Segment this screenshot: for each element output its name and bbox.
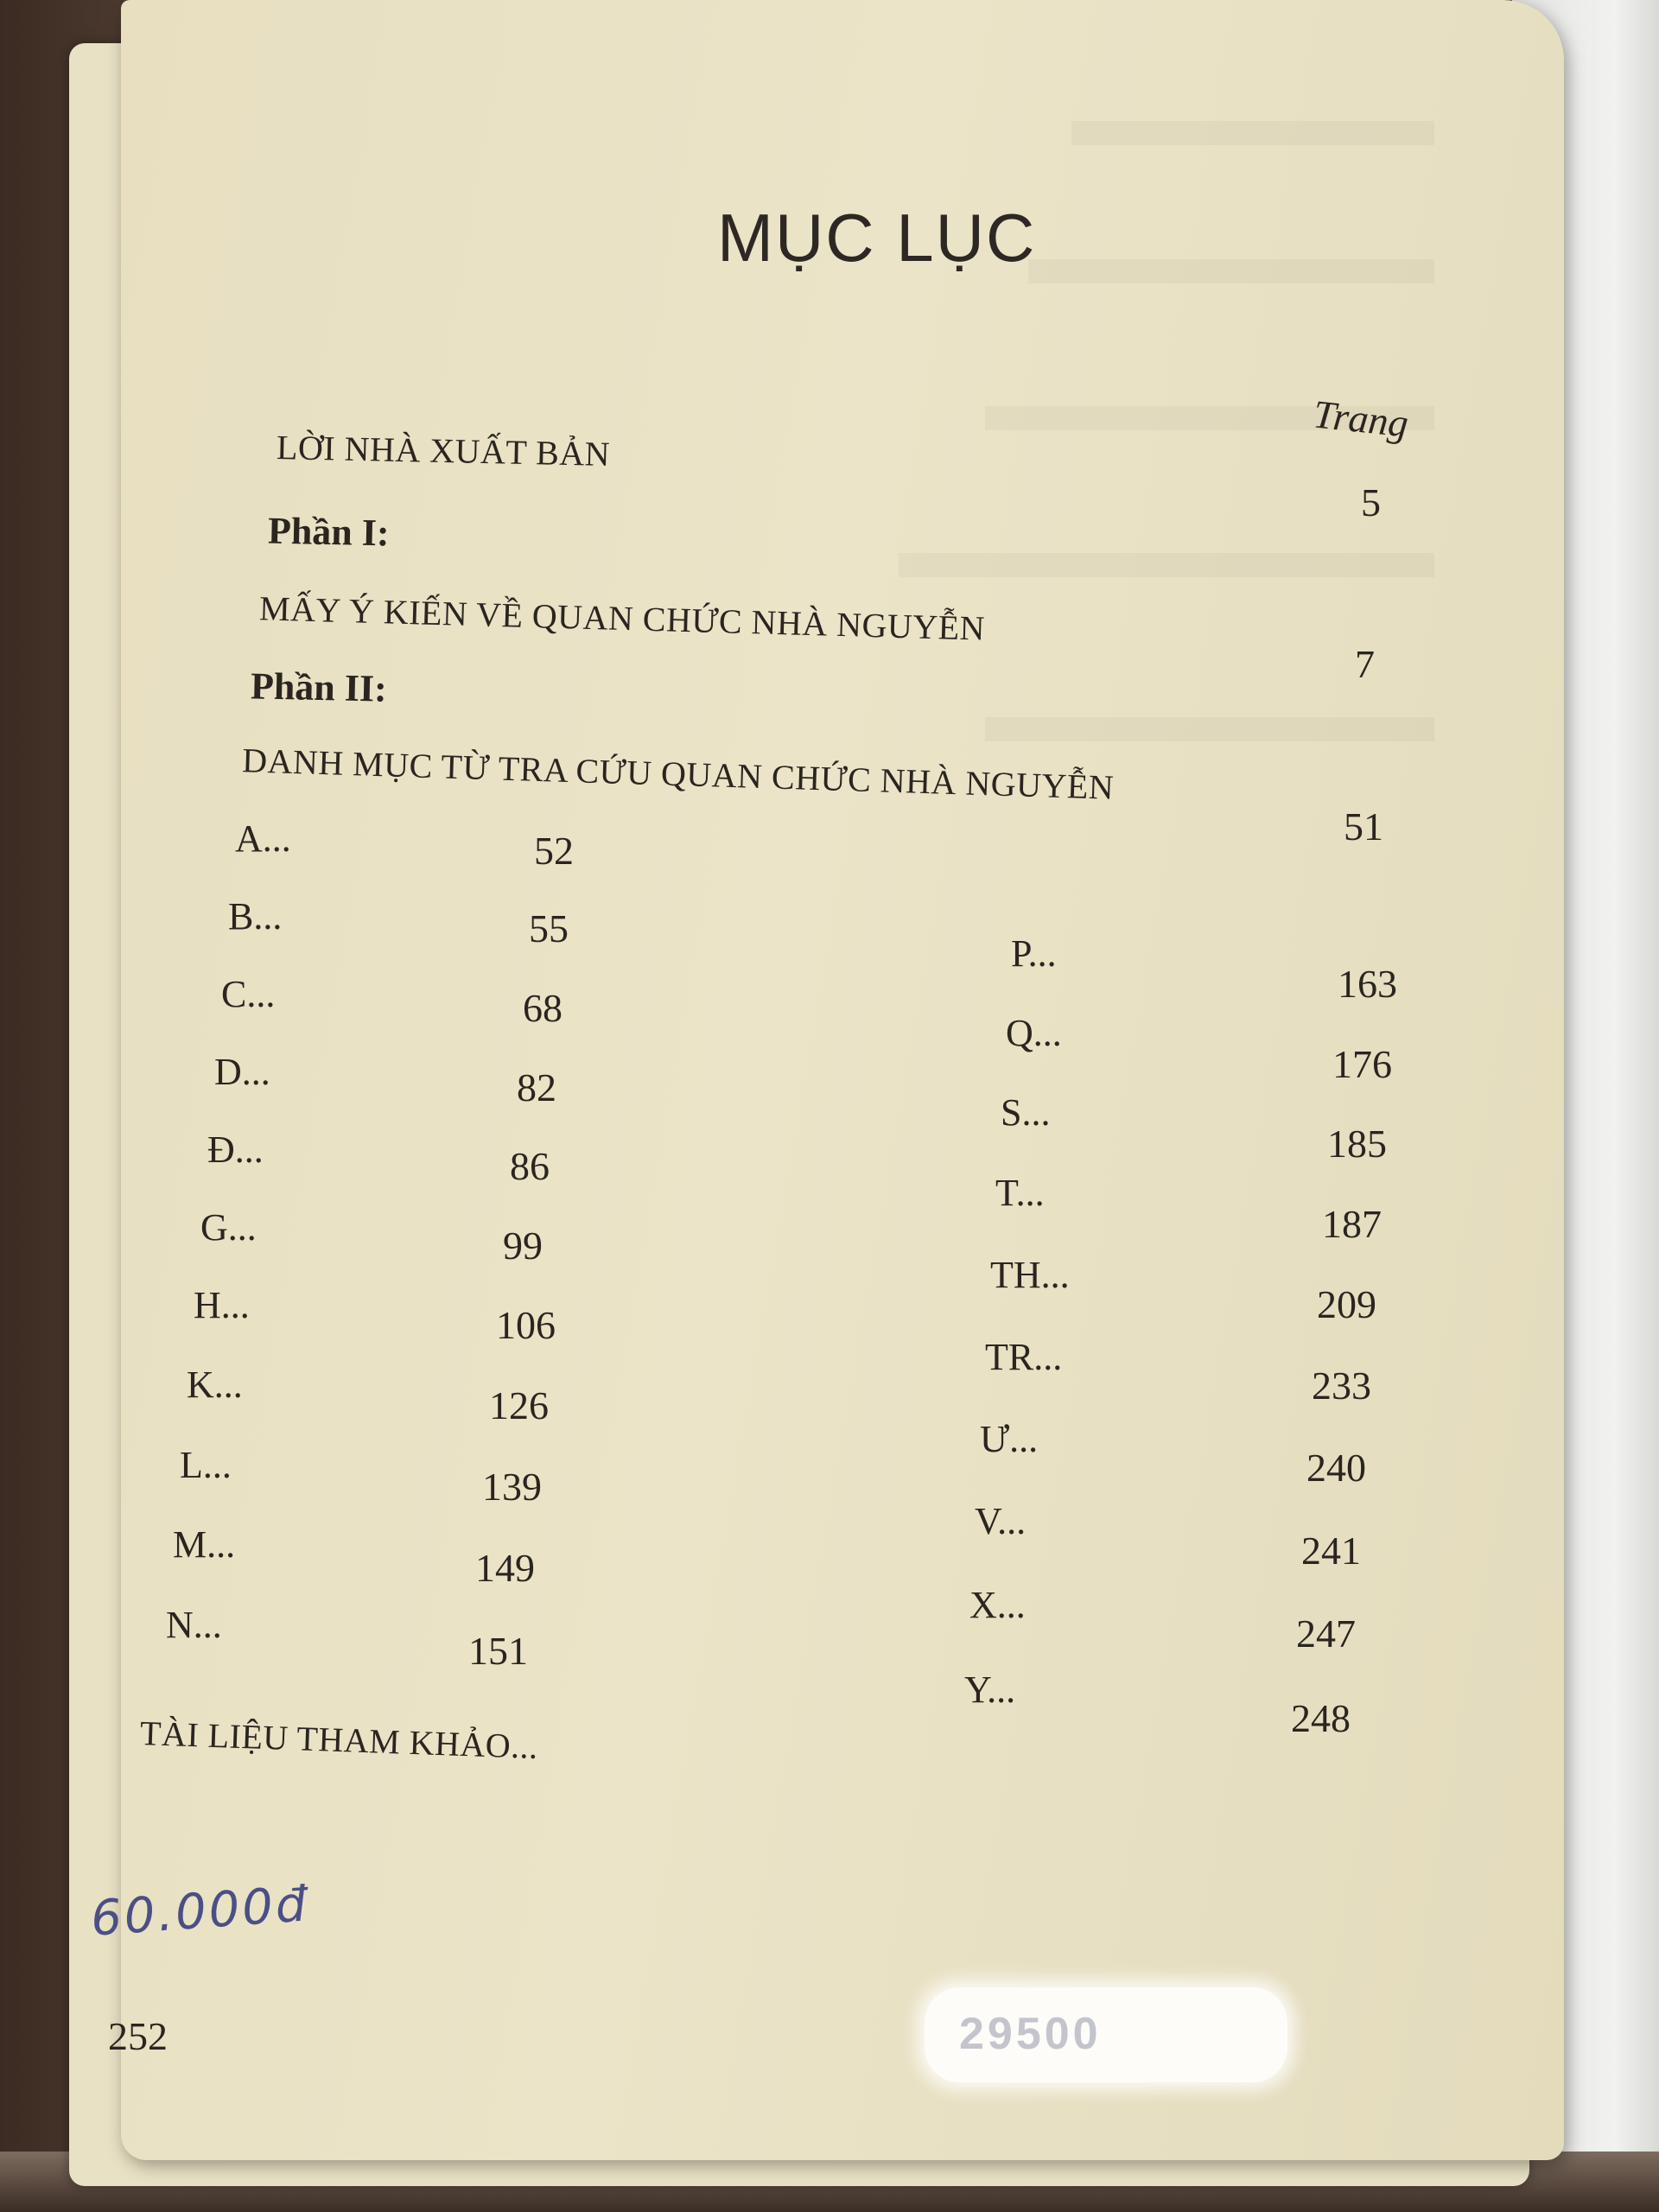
toc-entry-references: TÀI LIỆU THAM KHẢO... — [139, 1713, 539, 1767]
index-page: 241 — [1301, 1529, 1361, 1573]
index-letter: B... — [228, 895, 283, 938]
index-letter: V... — [975, 1500, 1027, 1542]
index-page: 233 — [1312, 1363, 1371, 1408]
index-page: 99 — [503, 1224, 543, 1268]
index-letter: TR... — [985, 1336, 1063, 1378]
index-page: 163 — [1338, 962, 1397, 1006]
index-letter: H... — [194, 1284, 250, 1326]
index-letter: Ư... — [980, 1418, 1039, 1460]
index-page: 68 — [523, 986, 563, 1030]
index-page: 248 — [1291, 1696, 1351, 1740]
index-letter: L... — [180, 1444, 232, 1486]
index-page: 52 — [534, 829, 574, 873]
index-letter: C... — [221, 973, 276, 1015]
index-page: 151 — [468, 1629, 528, 1673]
index-page: 176 — [1332, 1042, 1392, 1086]
index-letter: TH... — [990, 1254, 1070, 1296]
toc-entry-part-2: DANH MỤC TỪ TRA CỨU QUAN CHỨC NHÀ NGUYỄN — [241, 741, 1115, 807]
page-column-label: Trang — [1311, 391, 1411, 446]
toc-entry-publisher-note: LỜI NHÀ XUẤT BẢN — [276, 427, 611, 474]
index-page: 126 — [489, 1383, 549, 1427]
index-page: 139 — [482, 1465, 542, 1509]
index-page: 106 — [496, 1303, 556, 1347]
index-letter: X... — [969, 1584, 1026, 1626]
handwritten-price: 60.000đ — [89, 1876, 311, 1948]
index-page: 209 — [1317, 1282, 1376, 1326]
index-page: 240 — [1306, 1446, 1366, 1490]
index-letter: K... — [187, 1363, 243, 1406]
index-page: 187 — [1322, 1202, 1382, 1246]
index-letter: S... — [1001, 1091, 1051, 1134]
index-letter: N... — [166, 1604, 222, 1646]
toc-page-part-2: 51 — [1344, 804, 1383, 849]
index-page: 86 — [510, 1144, 550, 1188]
toc-page-part-1: 7 — [1355, 642, 1375, 686]
index-page: 82 — [517, 1065, 556, 1109]
index-letter: M... — [173, 1523, 236, 1566]
toc-part-2: Phần II: — [250, 664, 388, 710]
index-page: 55 — [529, 906, 569, 950]
index-page: 149 — [475, 1546, 535, 1590]
book-page — [89, 0, 1564, 2160]
index-page: 185 — [1327, 1122, 1387, 1166]
index-letter: A... — [235, 817, 291, 860]
price-sticker — [925, 1987, 1287, 2082]
index-letter: D... — [214, 1051, 270, 1093]
index-letter: Y... — [964, 1669, 1016, 1711]
sticker-text: 29500 — [959, 2009, 1102, 2059]
index-page: 247 — [1296, 1611, 1356, 1656]
page-title: MỤC LỤC — [717, 200, 1037, 276]
toc-part-1: Phần I: — [267, 509, 391, 555]
index-letter: Đ... — [207, 1128, 264, 1171]
index-letter: P... — [1011, 932, 1057, 975]
index-letter: G... — [200, 1206, 257, 1249]
toc-page-publisher-note: 5 — [1361, 480, 1381, 524]
page-number: 252 — [108, 2014, 168, 2058]
toc-entry-part-1: MẤY Ý KIẾN VỀ QUAN CHỨC NHÀ NGUYỄN — [258, 588, 986, 648]
index-letter: T... — [995, 1172, 1045, 1214]
index-letter: Q... — [1006, 1012, 1062, 1054]
